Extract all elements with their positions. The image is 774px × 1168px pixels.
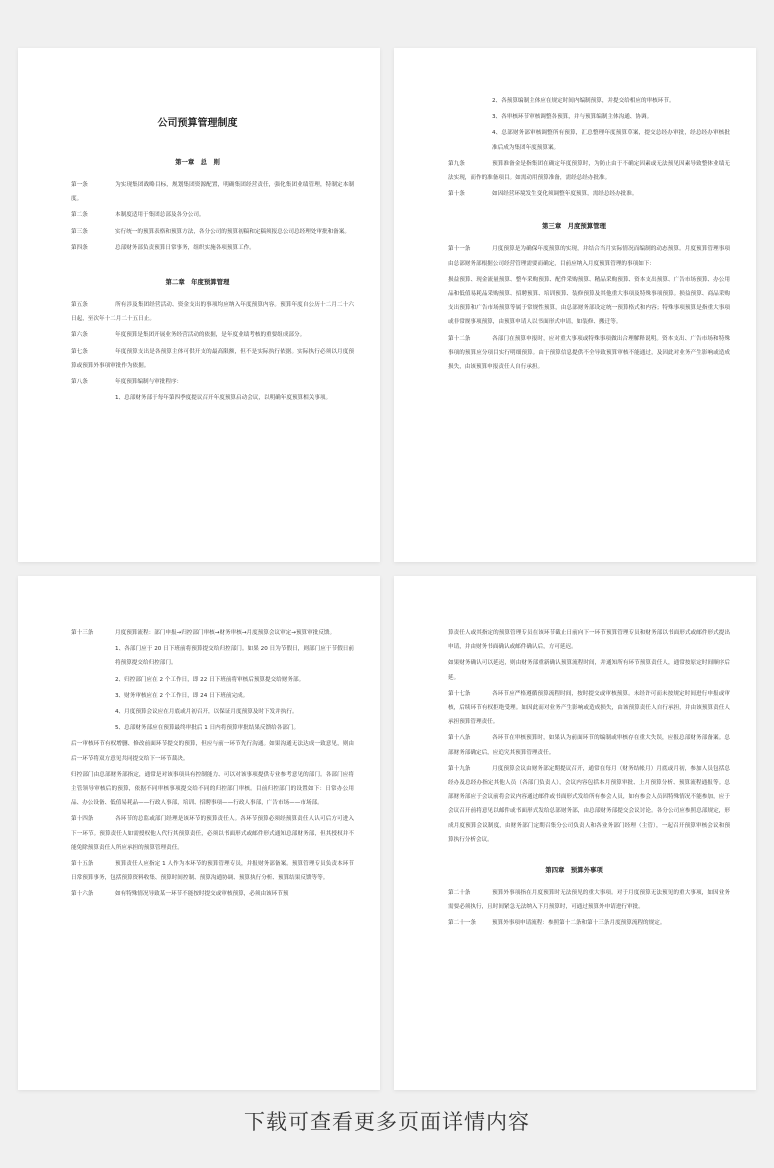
document-page-4 xyxy=(394,576,756,1090)
article-label: 第六条 xyxy=(71,332,88,339)
article-label: 第十二条 xyxy=(448,335,471,342)
article xyxy=(71,225,354,239)
paragraph: 归控部门由总部财务部指定，通常是对该事项具有控制能力、可以对该事项提供专业参考意见的部门。各部门应将主管领导审核后的预算，依据不同审核事项提交给不同的归控部门审核。目前归控部门的设置如下：日常办公用品、办公设备、低值易耗品——行政人事部，培训、招聘事项——行政人事部，广告市场——市场部。 xyxy=(71,771,354,807)
article xyxy=(448,886,730,914)
article xyxy=(448,762,730,847)
article-text: 为实现集团战略目标，规划集团资源配置，明确集团经营责任，强化集团业绩管理，特制定本制度。 xyxy=(71,182,354,203)
article xyxy=(71,887,354,901)
article-label: 第十三条 xyxy=(71,630,94,636)
article xyxy=(71,328,354,342)
article-text: 各环节应严格遵循预算流程时间，按时提交或审核预算。未经许可而未按规定时间进行申报或审核，后续环节有权拒绝受理。如因此而对业务产生影响或造成损失，由该预算责任人自行承担，并由该预算责任人承担预算管理责任。 xyxy=(448,690,730,726)
download-more-caption: 下载可查看更多页面详情内容 xyxy=(244,1110,530,1134)
article-label: 第二十条 xyxy=(448,890,471,897)
list-item: 3、财务审核应在 2 个工作日，即 24 日下班前完成。 xyxy=(115,692,249,699)
article-text: 实行统一的预算表格和预算方法，各分公司的预算初稿和定稿须报总公司总经理处审批和备案。 xyxy=(115,228,350,235)
chapter-heading: 第四章 预算外事项 xyxy=(545,866,603,875)
article xyxy=(71,375,354,389)
paragraph: 损益预算、现金流量预算、整车采购预算、配件采购预算、精品采购预算、资本支出预算、广告市场预算、办公用品和低值易耗品采购预算、招聘预算、培训预算、装修预算及其他重大事项及特殊事项预算。损益预算、商品采购支出预算和广告市场预算等属于常规性预算，由总部财务部设定统一预算格式和内容；特殊事项预算是指重大事项或非常规事项预算，由预算申请人以书面形式申请，如装修、搬迁等。 xyxy=(448,276,730,326)
article xyxy=(71,208,354,222)
article-label: 第十九条 xyxy=(448,765,471,772)
list-item: 1、总部财务部于每年第四季度提议召开年度预算启动会议，以明确年度预算相关事项。 xyxy=(115,395,332,402)
article xyxy=(71,241,354,255)
article-label: 第十条 xyxy=(448,191,465,198)
article-text: 年度预算编制与审批程序： xyxy=(115,379,183,386)
article-label: 第十八条 xyxy=(448,735,471,742)
article xyxy=(448,332,730,375)
article xyxy=(448,187,730,201)
article-text: 预算外事项指在月度预算时无法预见的重大事项。对于月度预算无法预见的重大事项，如因业务需要必须执行，且时间紧急无法纳入下月预算时，可通过预算外申请进行审批。 xyxy=(448,890,730,911)
article xyxy=(448,731,730,759)
article-text: 所有涉及集团经营活动、资金支出的事项均应纳入年度预算内容。预算年度自公历十二月二十六日起，至次年十二月二十五日止。 xyxy=(71,302,354,323)
article xyxy=(448,687,730,730)
list-item: 5、总部财务部应在预算最终审批后 1 日内将预算审批结果反馈给各部门。 xyxy=(115,725,300,732)
article-text: 月度预算是为确保年度预算的实现，并结合当月实际情况而编制的动态预算。月度预算管理事项由总部财务部根据公司经营管理需要而确定，目前应纳入月度预算管理的事项如下： xyxy=(448,246,730,267)
paragraph: 后一审核环节有权增删、修改前面环节提交的预算，但应与前一环节先行沟通。如果沟通无法达成一致意见，则由后一环节将双方意见共同提交给下一环节裁决。 xyxy=(71,741,354,762)
article-label: 第十一条 xyxy=(448,246,471,253)
article-text: 月度预算流程：部门申报→归控部门审核→财务审核→月度预算会议审定→预算审批反馈。 xyxy=(115,630,336,636)
article-text: 预算准备金是指集团在确定年度预算时，为防止由于不确定因素或无法预见因素导致整体业绩无法实现，而作的准备项目。如需动用预算准备，需经总经办批准。 xyxy=(448,160,730,182)
document-page-1 xyxy=(18,48,380,562)
article-label: 第十六条 xyxy=(71,891,94,898)
article-text: 各环节的总监或部门经理是该环节的预算责任人。各环节预算必须经预算责任人认可后方可进入下一环节。预算责任人如需授权他人代行其预算责任，必须以书面形式或邮件形式通知总部财务部，但其授权并不能免除预算责任人所应承担的预算管理责任。 xyxy=(71,816,354,851)
article-text: 月度预算会议由财务部定期提议召开，通常在每月（财务结帐月）月底或月初，参加人员包括总经办及总经办指定其他人员（各部门负责人），会议内容包括本月预算审批、上月预算分析、预算流程通报等。总部财务部应于会议前将会议内容通过邮件或书面形式发给所有参会人员，如有参会人员因特殊情况不能参加，应于会议召开前将意见以邮件或书面形式发给总部财务部，由总部财务部提交会议讨论。各分公司应参照总部规定，形成月度预算会议制度，由财务部门定期召集分公司负责人和各业务部门经理（主管），一起召开预算审核会议和预算执行分析会议。 xyxy=(448,765,730,843)
chapter-heading: 第二章 年度预算管理 xyxy=(165,278,230,287)
article-text: 如有特殊情况导致某一环节不能按时提交或审核预算，必须由该环节预 xyxy=(115,891,289,898)
article-text: 各环节在审核预算时，如果认为前面环节的编制或审核存在重大失误，应报总部财务部备案。总部财务部确定后，应追究其预算管理责任。 xyxy=(448,735,730,756)
article-label: 第二条 xyxy=(71,212,88,219)
article xyxy=(71,178,354,206)
article-text: 如因经营环境发生变化须调整年度预算，需经总经办批准。 xyxy=(492,191,638,198)
list-item: 3、各审核环节审核调整各预算，并与预算编制主体沟通、协调。 xyxy=(492,114,653,121)
list-item: 4、总部财务部审核调整所有预算，汇总整理年度预算草案，提交总经办审批，经总经办审核批准后成为集团年度预算案。 xyxy=(492,130,730,151)
article xyxy=(448,157,730,185)
article-text: 年度预算是集团开展业务经营活动的依据，是年度业绩考核的重要组成部分。 xyxy=(115,332,306,339)
article xyxy=(71,345,354,373)
paragraph: 如果财务确认可以延迟，则由财务部重新确认预算流程时间，并通知所有环节预算责任人，通常按原定时间顺序后延。 xyxy=(448,660,730,681)
list-item: 1、各部门应于 20 日下班前将预算提交给归控部门。如果 20 日为节假日，则部门应于节假日前将预算提交给归控部门。 xyxy=(115,646,354,667)
article xyxy=(71,298,354,326)
article-label: 第九条 xyxy=(448,160,465,167)
article xyxy=(71,626,354,640)
article-text: 年度预算支出是各预算主体可供开支的最高限额，但不是实际执行依据。实际执行必须以月度预算或预算外事项审批作为依据。 xyxy=(71,348,354,369)
document-page-3 xyxy=(18,576,380,1090)
article-text: 各部门在预算申报时，应对重大事项或特殊事项做出合理解释说明。资本支出、广告市场和特殊事项的预算应分项目实行明细预算。由于预算信息提供不全导致预算审核不能通过，及因此对业务产生影响或造成损失，由该预算申报责任人自行承担。 xyxy=(448,335,730,371)
article-label: 第二十一条 xyxy=(448,920,476,927)
document-title: 公司预算管理制度 xyxy=(157,118,238,129)
article-text: 本制度适用于集团总部及各分公司。 xyxy=(115,212,205,219)
list-item: 2、归控部门应在 2 个工作日，即 22 日下班前将审核后预算提交给财务部。 xyxy=(115,676,305,683)
article xyxy=(71,857,354,885)
article-label: 第十七条 xyxy=(448,690,471,697)
article-label: 第四条 xyxy=(71,244,88,251)
article xyxy=(71,812,354,855)
article-label: 第十五条 xyxy=(71,861,94,868)
article-label: 第一条 xyxy=(71,182,88,188)
article-label: 第三条 xyxy=(71,228,88,235)
document-page-2 xyxy=(394,48,756,562)
article-text: 预算责任人应指定 1 人作为本环节的预算管理专员，并报财务部备案。预算管理专员负责本环节日常预算事务，包括预算资料收集、预算时间控制、预算沟通协调、预算执行分析、预算结果反馈等等。 xyxy=(71,861,354,882)
article xyxy=(448,916,730,930)
article-label: 第五条 xyxy=(71,302,88,309)
list-item: 4、月度预算会议应在月底或月初召开，以保证月度预算及时下发并执行。 xyxy=(115,709,298,716)
article xyxy=(448,242,730,270)
chapter-heading: 第三章 月度预算管理 xyxy=(542,222,606,231)
article-text: 预算外事项申请流程：参照第十二条和第十三条月度预算流程的规定。 xyxy=(492,920,666,927)
list-item: 2、各预算编制主体应在规定时间内编制预算，并提交给相应的审核环节。 xyxy=(492,98,675,104)
paragraph: 算责任人或其指定的预算管理专员在该环节截止日前向下一环节预算管理专员和财务部以书面形式或邮件形式提出申请，并由财务书面确认或邮件确认后，方可延迟。 xyxy=(448,630,730,651)
article-label: 第八条 xyxy=(71,379,88,386)
article-text: 总部财务部负责预算日常事务，组织实施各项预算工作。 xyxy=(115,244,255,251)
article-label: 第七条 xyxy=(71,348,88,355)
chapter-heading: 第一章 总 则 xyxy=(175,158,220,166)
article-label: 第十四条 xyxy=(71,816,94,823)
